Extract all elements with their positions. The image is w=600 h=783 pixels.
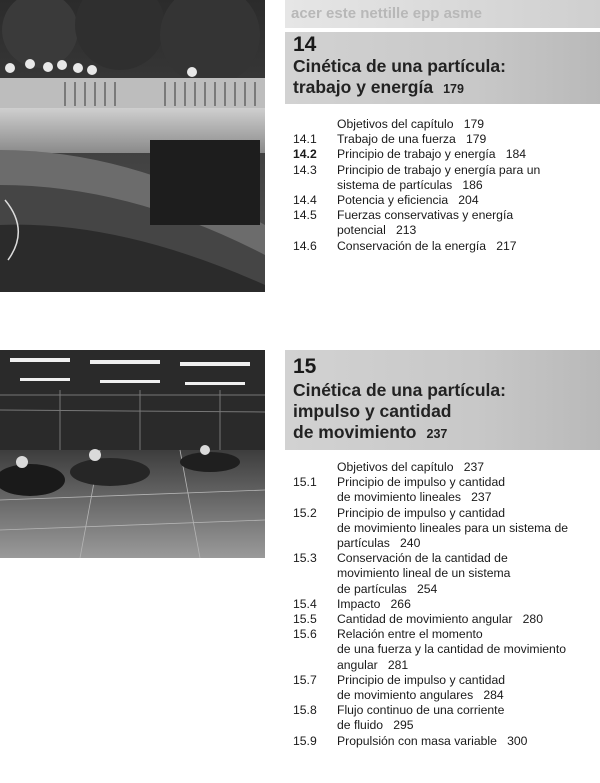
toc-row: 15.4 Impacto 266 — [293, 596, 411, 611]
toc-row: 15.3 Conservación de la cantidad de movimiento lineal de un sistema de partículas 254 — [293, 551, 511, 596]
toc-row: 15.6 Relación entre el momento de una fuerza y la cantidad de movimiento angular 281 — [293, 627, 566, 672]
chapter-14-number: 14 — [293, 33, 317, 56]
toc-row: 14.6 Conservación de la energía 217 — [293, 238, 517, 253]
bridge-photo — [0, 0, 265, 292]
toc-row: Objetivos del capítulo 237 — [337, 460, 485, 474]
bumper-cars-photo — [0, 350, 265, 558]
chapter-14-page: 179 — [443, 82, 464, 96]
chapter-14-toc — [293, 117, 600, 254]
toc-row: 14.5 Fuerzas conservativas y energía potencial 213 — [293, 208, 514, 238]
faded-header-text: acer este nettille epp asme — [285, 0, 600, 28]
toc-row: 15.1 Principio de impulso y cantidad de movimiento lineales 237 — [293, 475, 506, 505]
toc-row: 14.1 Trabajo de una fuerza 179 — [293, 132, 487, 147]
toc-row: 14.4 Potencia y eficiencia 204 — [293, 193, 479, 208]
toc-row: 15.7 Principio de impulso y cantidad de movimiento angulares 284 — [293, 672, 506, 703]
toc-row: 14.2 Principio de trabajo y energía 184 — [293, 147, 527, 162]
chapter-14-title: Cinética de una partícula: trabajo y energía 179 — [293, 56, 506, 97]
toc-row: 15.2 Principio de impulso y cantidad de movimiento lineales para un sistema de partículas 240 — [293, 505, 569, 551]
chapter-15-toc — [293, 460, 600, 749]
chapter-15-title: Cinética de una partícula: impulso y cantidad de movimiento 237 — [293, 380, 506, 442]
toc-row: 15.8 Flujo continuo de una corriente de fluido 295 — [293, 703, 505, 733]
toc-row: Objetivos del capítulo 179 — [337, 117, 485, 131]
toc-row: 15.9 Propulsión con masa variable 300 — [293, 733, 528, 748]
chapter-15-page: 237 — [426, 427, 448, 441]
toc-row: 15.5 Cantidad de movimiento angular 280 — [293, 612, 543, 627]
chapter-15-number: 15 — [293, 355, 317, 378]
toc-row: 14.3 Principio de trabajo y energía para un sistema de partículas 186 — [293, 162, 541, 192]
